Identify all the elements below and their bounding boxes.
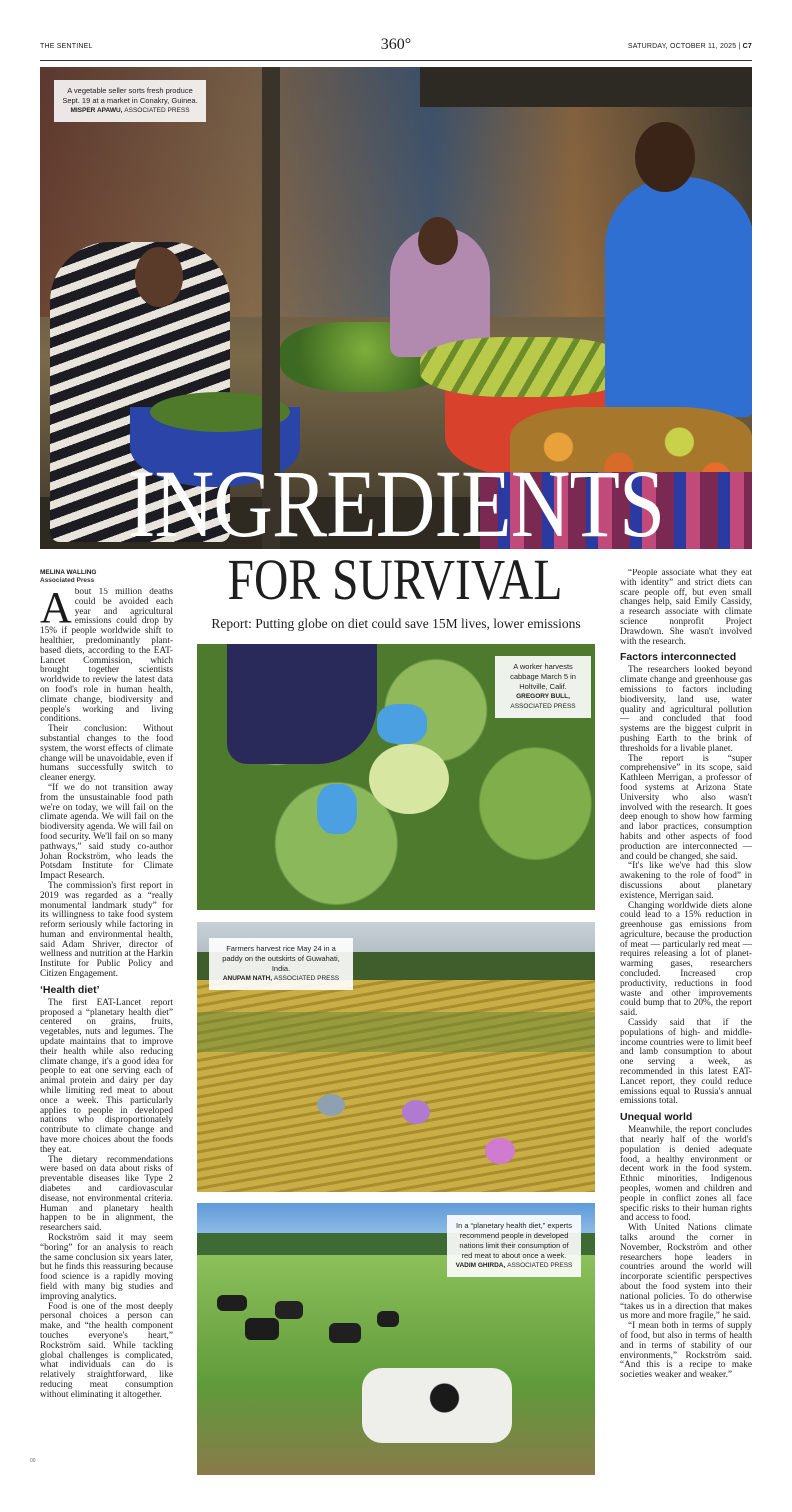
rice-credit <box>216 974 346 984</box>
paragraph: Food is one of the most deeply personal choices a person can make, and “the health component touches everyone's heart,” Rockström said. While tackling global challenges is complicated, what individuals can do is relatively straightforward, like reducing meat consumption without eliminating it altogether. <box>40 1301 173 1400</box>
article-column-right <box>620 569 752 1481</box>
folio-date-page: SATURDAY, OCTOBER 11, 2025 | C7 <box>627 43 752 50</box>
rice-credit-agency: ASSOCIATED PRESS <box>273 975 340 982</box>
paragraph: “If we do not transition away from the unsustainable food path we're on today, we will fail on the climate agenda. We will fail on the biodiversity agenda. We will fail on food security. We'll fail on so many pathways,” said study co-author Johan Rockström, who leads the Potsdam Institute for Climate Impact Research. <box>40 782 173 882</box>
header-rule <box>40 60 752 61</box>
section-heading-factors: Factors interconnected <box>620 651 737 664</box>
photo-man-head <box>635 122 695 192</box>
hero-credit-name: MISPER APAWU, <box>70 107 123 114</box>
cabbage-caption-text: A worker harvests cabbage March 5 in Holtville, Calif. <box>510 662 576 691</box>
cattle-caption <box>447 1215 581 1277</box>
paragraph: Their conclusion: Without substantial changes to the food system, the worst effects of climate change will be unavoidable, even if humans successfully switch to cleaner energy. <box>40 724 173 784</box>
paragraph: The researchers looked beyond climate change and greenhouse gas emissions to factors including biodiversity, land use, water quality and agricultural pollution — and concluded that food systems are the biggest culprit in pushing Earth to the brink of thresholds for a livable planet. <box>620 665 752 754</box>
cattle-credit-name: VADIM GHIRDA, <box>455 1262 506 1269</box>
rice-credit-name: ANUPAM NATH, <box>222 975 273 982</box>
hero-credit-agency: ASSOCIATED PRESS <box>124 107 190 114</box>
paragraph: The dietary recommendations were based on data about risks of preventable diseases like Type 2 diabetes and cardiovascular disease, not environmental criteria. Human and planetary health happen to be in alignment, the researchers said. <box>40 1154 173 1234</box>
cattle-credit <box>454 1261 574 1271</box>
rice-caption <box>209 938 353 990</box>
subheadline: Report: Putting globe on diet could save 15M lives, lower emissions <box>211 616 581 631</box>
byline-name: MELINA WALLING <box>40 569 97 576</box>
paragraph: The report is “super comprehensive” in its scope, said Kathleen Merrigan, a professor of food systems at Arizona State University who also wasn't involved with the research. It goes deep enough to show how farming and labor practices, consumption habits and other aspects of food production are interconnected — and could be changed, she said. <box>620 753 752 862</box>
photo-rice-green-strip <box>197 1012 595 1052</box>
photo-farmer-2 <box>402 1100 430 1124</box>
page-mark: 00 <box>30 1458 36 1464</box>
photo-cow-foreground <box>362 1368 512 1443</box>
paragraph: Meanwhile, the report concludes that nearly half of the world's population is denied adequate food, a healthy environment or decent work in the food system. Ethnic minorities, Indigenous peoples, women and children and people in conflict zones all face specific risks to their human rights and access to food. <box>620 1125 752 1224</box>
photo-farmer-3 <box>485 1138 515 1164</box>
photo-cabbage-head <box>369 744 449 814</box>
cabbage-credit-agency: ASSOCIATED PRESS <box>510 703 576 710</box>
photo-cow-3 <box>245 1318 279 1340</box>
photo-vendor-head <box>135 247 183 307</box>
article-column-left <box>40 588 173 1478</box>
photo-cow-2 <box>275 1301 303 1319</box>
section-heading-unequal-world: Unequal world <box>620 1111 693 1124</box>
paragraph: With United Nations climate talks around the corner in November, Rockström and other researchers hope leaders in countries around the world will incorporate scientific perspectives about the food system into their national policies. To do otherwise “takes us in a direction that makes us more and more fragile,” he said. <box>620 1223 752 1322</box>
photo-cow-1 <box>217 1295 247 1311</box>
photo-man-blue-shirt <box>605 177 752 417</box>
page-number: C7 <box>742 43 752 50</box>
drop-cap: A <box>40 588 72 632</box>
headline-line2: FOR SURVIVAL <box>227 547 563 612</box>
paragraph: Changing worldwide diets alone could lead to a 15% reduction in greenhouse gas emissions from agriculture, because the production of meat — particularly red meat — requires releasing a lot of planet-warming gases, researchers concluded. Increased crop productivity, reductions in food waste and other improvements could bump that to 20%, the report said. <box>620 900 752 1019</box>
cabbage-credit <box>502 692 584 712</box>
photo-woman-head <box>418 217 458 265</box>
cattle-caption-text: In a “planetary health diet,” experts recommend people in developed nations limit their consumption of red meat to about once a week. <box>456 1221 572 1260</box>
rice-caption-text: Farmers harvest rice May 24 in a paddy on the outskirts of Guwahati, India. <box>222 944 340 973</box>
section-title: 360° <box>380 36 412 53</box>
photo-rice-harvest <box>197 922 595 1192</box>
hero-credit <box>62 106 198 116</box>
paragraph: Rockström said it may seem “boring” for an analysis to reach the same conclusion six years later, but he finds this reassuring because food science is a rapidly moving field with many big studies and improving analytics. <box>40 1233 173 1302</box>
photo-farmer-1 <box>317 1094 345 1116</box>
paragraph: Cassidy said that if the populations of high- and middle-income countries were to limit beef and lamb consumption to about one serving a week, as recommended in this latest EAT-Lancet report, they could reduce emissions equal to Russia's annual emissions total. <box>620 1018 752 1107</box>
photo-cattle-grazing <box>197 1203 595 1475</box>
photo-awning <box>420 67 752 107</box>
paragraph: “It's like we've had this slow awakening to the role of food” in discussions about planetary existence, Merrigan said. <box>620 861 752 901</box>
cabbage-credit-name: GREGORY BULL, <box>516 693 570 700</box>
paragraph: “People associate what they eat with identity” and strict diets can scare people off, but even small changes help, said Emily Cassidy, a research associate with climate science nonprofit Project Drawdown. She wasn't involved with the research. <box>620 569 752 647</box>
paragraph: “I mean both in terms of supply of food, but also in terms of health and in terms of stability of our environments,” Rockström said. “And this is a recipe to make societies weaker and weaker.” <box>620 1321 752 1381</box>
issue-date: SATURDAY, OCTOBER 11, 2025 <box>627 43 737 50</box>
photo-cabbage-harvest <box>197 644 595 910</box>
hero-caption <box>54 80 206 122</box>
article-lede <box>40 588 173 725</box>
cabbage-caption <box>495 656 591 718</box>
section-heading-health-diet: ‘Health diet’ <box>40 983 100 996</box>
photo-cucumbers <box>420 337 630 397</box>
photo-cow-4 <box>329 1323 361 1343</box>
cattle-credit-agency: ASSOCIATED PRESS <box>507 1262 573 1269</box>
byline-organization: Associated Press <box>40 577 95 584</box>
photo-blue-glove <box>377 704 427 744</box>
newspaper-name: THE SENTINEL <box>40 43 93 50</box>
paragraph: The first EAT-Lancet report proposed a “planetary health diet” centered on grains, fruits, vegetables, nuts and legumes. The update maintains that to improve their health while also reducing climate change, it's a good idea for people to eat one serving each of animal protein and dairy per day while limiting red meat to about once a week. This particularly applies to people in developed nations who disproportionately contribute to climate change and have more choices about the foods they eat. <box>40 997 173 1155</box>
paragraph: bout 15 million deaths could be avoided each year and agricultural emissions could drop by 15% if people worldwide shift to healthier, predominantly plant-based diets, according to the EAT-Lancet Commission, which brought together scientists worldwide to review the latest data on food's role in human health, climate change, biodiversity and people's working and living conditions. <box>40 588 173 725</box>
headline-line1: INGREDIENTS <box>127 450 665 557</box>
hero-caption-text: A vegetable seller sorts fresh produce Sept. 19 at a market in Conakry, Guinea. <box>62 86 198 105</box>
photo-blue-glove-left <box>317 784 357 834</box>
photo-worker-sleeve <box>227 644 377 764</box>
paragraph: The commission's first report in 2019 was regarded as a “really monumental landmark study” for its willingness to take food system reform seriously while factoring in human and environmental health, said Adam Shriver, director of wellness and nutrition at the Harkin Institute for Public Policy and Citizen Engagement. <box>40 880 173 980</box>
photo-cow-5 <box>377 1311 399 1327</box>
